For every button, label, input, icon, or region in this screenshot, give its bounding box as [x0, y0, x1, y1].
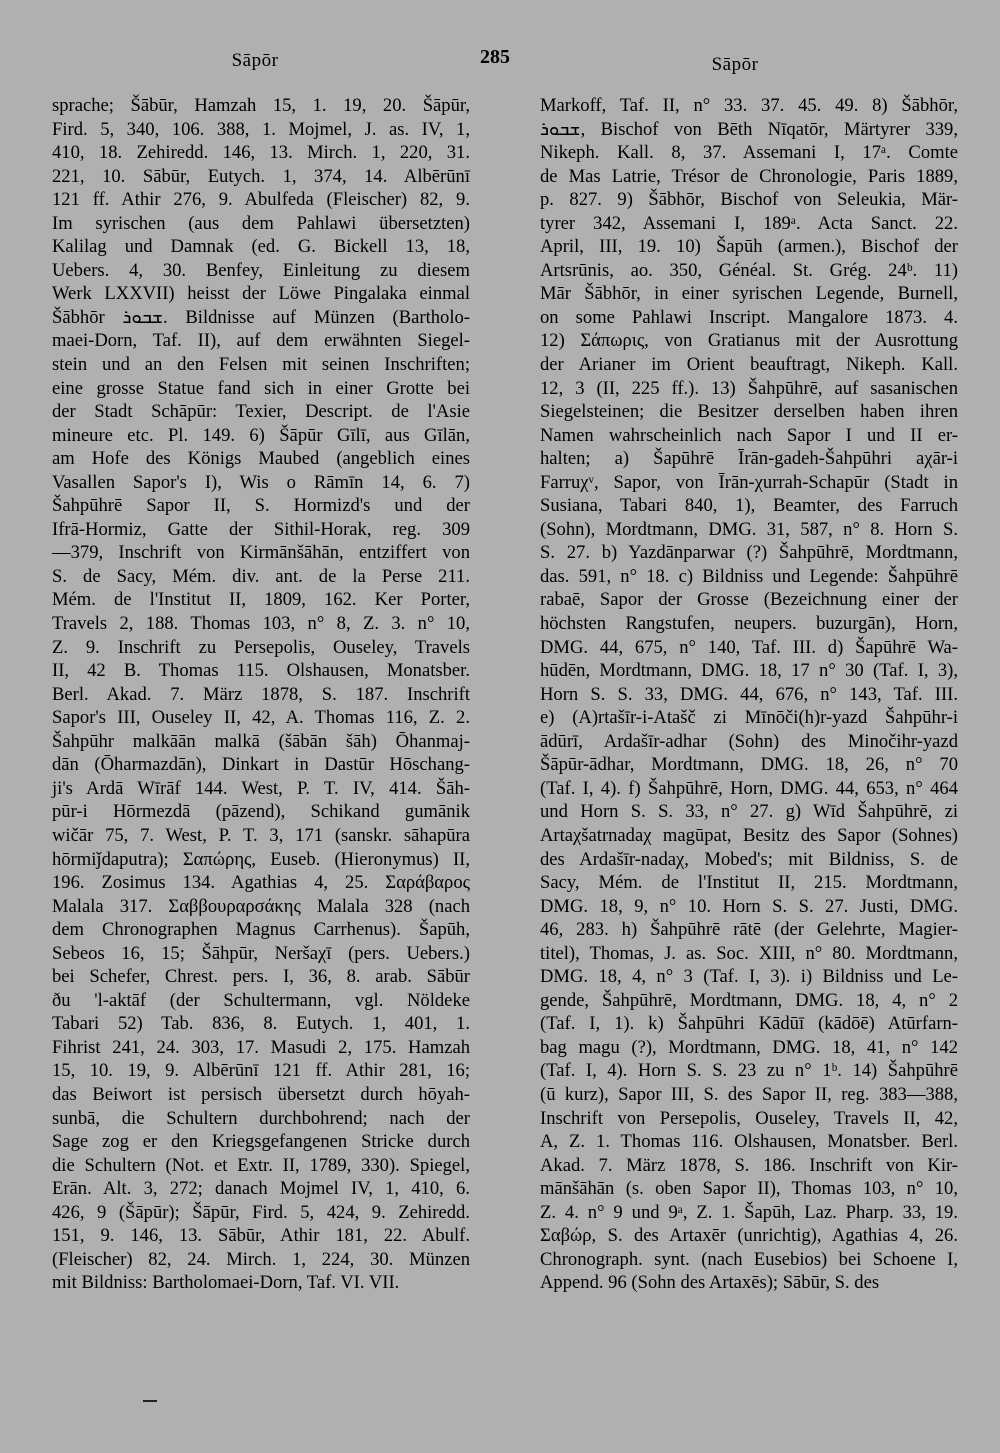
left-column-line: wičār 75, 7. West, P. T. 3, 171 (sanskr. sāhapūra: [52, 824, 470, 846]
right-column-line: Z. 4. n° 9 und 9ᵃ, Z. 1. Šapūh, Laz. Pharp. 33, 19.: [540, 1201, 958, 1223]
left-column-line: Im syrischen (aus dem Pahlawi übersetzten): [52, 212, 470, 234]
right-column-line: rabaē, Sapor der Grosse (Bezeichnung einer der: [540, 589, 958, 611]
left-column-line: Malala 317. Σαββουραρσάκης Malala 328 (nach: [52, 895, 470, 917]
left-column-line: 121 ff. Athir 276, 9. Abulfeda (Fleischer) 82, 9.: [52, 189, 470, 211]
right-text-column: [540, 94, 958, 1295]
left-column-line: Werk LXXVII) heisst der Löwe Pingalaka einmal: [52, 283, 470, 305]
right-column-line: DMG. 44, 675, n° 140, Taf. III. d) Šapūhrē Wa-: [540, 636, 958, 658]
right-column-line: DMG. 18, 4, n° 3 (Taf. I, 3). i) Bildniss und Le-: [540, 966, 958, 988]
left-column-line: pūr-i Hōrmezdā (pāzend), Schikand gumānik: [52, 801, 470, 823]
right-column-line: halten; a) Šapūhrē Īrān-gadeh-Šahpūhri aχār-i: [540, 448, 958, 470]
right-column-line: bag magu (?), Mordtmann, DMG. 18, 41, n° 142: [540, 1036, 958, 1058]
right-column-line: Inschrift von Persepolis, Ouseley, Travels II, 42,: [540, 1107, 958, 1129]
right-column-line: de Mas Latrie, Trésor de Chronologie, Paris 1889,: [540, 165, 958, 187]
left-column-line: maei-Dorn, Taf. II), auf dem erwähnten Siegel-: [52, 330, 470, 352]
left-column-line: Vasallen Sapor's I), Wis o Rāmīn 14, 6. 7): [52, 471, 470, 493]
left-column-line: Berl. Akad. 7. März 1878, S. 187. Inschrift: [52, 683, 470, 705]
left-column-line: am Hofe des Königs Maubed (angeblich eines: [52, 448, 470, 470]
left-column-line: der Stadt Schāpūr: Texier, Descript. de l'Asie: [52, 401, 470, 423]
right-column-line: Σαβώρ, S. des Artaxēr (unrichtig), Agathias 4, 26.: [540, 1225, 958, 1247]
left-column-line: —379, Inschrift von Kirmānšāhān, entziffert von: [52, 542, 470, 564]
right-column-line: (ū kurz), Sapor III, S. des Sapor II, reg. 383—388,: [540, 1083, 958, 1105]
right-column-line: und Horn S. S. 33, n° 27. g) Wīd Šahpūhrē, zi: [540, 801, 958, 823]
left-column-line: (Fleischer) 82, 24. Mirch. 1, 224, 30. Münzen: [52, 1248, 470, 1270]
header-left-title: Sāpōr: [231, 50, 279, 71]
right-column-line: (Taf. I, 4). Horn S. S. 23 zu n° 1ᵇ. 14) Šahpūhrē: [540, 1060, 958, 1082]
left-column-line: 196. Zosimus 134. Agathias 4, 25. Σαράβαρος: [52, 872, 470, 894]
right-column-line: Markoff, Taf. II, n° 33. 37. 45. 49. 8) Šābhōr,: [540, 95, 958, 116]
left-column-line: eine grosse Statue fand sich in einer Grotte bei: [52, 377, 470, 399]
right-column-line: DMG. 18, 9, n° 10. Horn S. S. 27. Justi, DMG.: [540, 895, 958, 917]
right-column-line: ādūrī, Ardašīr-adhar (Sohn) des Minočihr-yazd: [540, 730, 958, 752]
left-column-line: Kalilag und Damnak (ed. G. Bickell 13, 18,: [52, 236, 470, 258]
left-column-line: 151, 9. 146, 13. Sābūr, Athir 181, 22. Abulf.: [52, 1225, 470, 1247]
header-right-title: Sāpōr: [711, 54, 759, 75]
left-column-line: Sapor's III, Ouseley II, 42, A. Thomas 116, Z. 2.: [52, 707, 470, 729]
right-column-line: (Taf. I, 1). k) Šahpūhri Kādūī (kādōē) Atūrfarn-: [540, 1013, 958, 1035]
right-column-line: (Sohn), Mordtmann, DMG. 31, 587, n° 8. Horn S.: [540, 518, 958, 540]
right-column-line: ܫܒܘܪ, Bischof von Bēth Nīqatōr, Märtyrer 339,: [540, 118, 958, 140]
right-column-line: Nikeph. Kall. 8, 37. Assemani I, 17ᵃ. Comte: [540, 142, 958, 164]
left-column-line: die Schultern (Not. et Extr. II, 1789, 330). Spiegel,: [52, 1154, 470, 1176]
right-column-line: 46, 283. h) Šahpūhrē rātē (der Gelehrte, Magier-: [540, 919, 958, 941]
right-column-line: Artaχšatrnadaχ magūpat, Besitz des Sapor (Sohnes): [540, 824, 958, 846]
left-column-line: stein und an den Felsen mit seinen Inschriften;: [52, 354, 470, 376]
left-column-line: bei Schefer, Chrest. pers. I, 36, 8. arab. Sābūr: [52, 966, 470, 988]
right-column-line: April, III, 19. 10) Šapūh (armen.), Bischof der: [540, 236, 958, 258]
left-column-line: S. de Sacy, Mém. div. ant. de la Perse 211.: [52, 565, 470, 587]
left-column-line: dān (Ōharmazdān), Dinkart in Dastūr Hōschang-: [52, 754, 470, 776]
left-column-line: Fird. 5, 340, 106. 388, 1. Mojmel, J. as. IV, 1,: [52, 118, 470, 140]
right-column-line: der Arianer im Orient beauftragt, Nikeph. Kall.: [540, 354, 958, 376]
left-column-line: mit Bildniss: Bartholomaei-Dorn, Taf. VI. VII.: [52, 1272, 400, 1294]
left-column-line: Sebeos 16, 15; Šāhpūr, Neršaχī (pers. Uebers.): [52, 942, 470, 964]
right-column-line: (Taf. I, 4). f) Šahpūhrē, Horn, DMG. 44, 653, n° 464: [540, 777, 958, 799]
left-column-line: ji's Ardā Wīrāf 144. West, P. T. IV, 414. Šāh-: [52, 777, 470, 799]
left-column-line: 221, 10. Sābūr, Eutych. 1, 374, 14. Albērūnī: [52, 165, 470, 187]
left-column-line: Šābhōr ܫܒܘܪ. Bildnisse auf Münzen (Bartholo-: [52, 306, 470, 328]
right-column-line: Sacy, Mém. de l'Institut II, 215. Mordtmann,: [540, 872, 958, 894]
left-text-column: [52, 94, 470, 1295]
right-column-line: Siegelsteinen; die Besitzer derselben haben ihren: [540, 401, 958, 423]
left-column-line: Šahpūhrē Sapor II, S. Hormizd's und der: [52, 495, 470, 517]
right-column-line: e) (A)rtašīr-i-Atašč zi Mīnōči(h)r-yazd Šahpūhr-i: [540, 707, 958, 729]
right-column-line: Akad. 7. März 1878, S. 186. Inschrift von Kir-: [540, 1154, 958, 1176]
right-column-line: Susiana, Tabari 840, 1), Beamter, des Farruch: [540, 495, 958, 517]
right-column-line: 12, 3 (II, 225 ff.). 13) Šahpūhrē, auf sasanischen: [540, 377, 958, 399]
left-column-line: das Beiwort ist persisch übersetzt durch hōyah-: [52, 1083, 470, 1105]
right-column-line: mānšāhān (s. oben Sapor II), Thomas 103, n° 10,: [540, 1178, 958, 1200]
left-column-line: Uebers. 4, 30. Benfey, Einleitung zu diesem: [52, 259, 470, 281]
left-column-line: sprache; Šābūr, Hamzah 15, 1. 19, 20. Šāpūr,: [52, 95, 470, 116]
left-column-line: Sage zog er den Kriegsgefangenen Stricke durch: [52, 1131, 470, 1153]
left-column-line: 426, 9 (Šāpūr); Šāpūr, Fird. 5, 424, 9. Zehiredd.: [52, 1201, 470, 1223]
left-column-line: II, 42 B. Thomas 115. Olshausen, Monatsber.: [52, 660, 470, 682]
right-column-line: Artsrūnis, ao. 350, Généal. St. Grég. 24ᵇ. 11): [540, 259, 958, 281]
right-column-line: des Ardašīr-nadaχ, Mobed's; mit Bildniss, S. de: [540, 848, 958, 870]
right-column-line: S. 27. b) Yazdānparwar (?) Šahpūhrē, Mordtmann,: [540, 542, 958, 564]
right-column-line: A, Z. 1. Thomas 116. Olshausen, Monatsber. Berl.: [540, 1131, 958, 1153]
left-column-line: Ifrā-Hormiz, Gatte der Sithil-Horak, reg. 309: [52, 518, 470, 540]
left-column-line: Erān. Alt. 3, 272; danach Mojmel IV, 1, 410, 6.: [52, 1178, 470, 1200]
right-column-line: titel), Thomas, J. as. Soc. XIII, n° 80. Mordtmann,: [540, 942, 958, 964]
left-column-line: hōrmiǰdaputra); Σαπώρης, Euseb. (Hieronymus) II,: [52, 848, 470, 870]
right-column-line: Mār Šābhōr, in einer syrischen Legende, Burnell,: [540, 283, 958, 305]
right-column-line: tyrer 342, Assemani I, 189ᵃ. Acta Sanct. 22.: [540, 212, 958, 234]
footer-dash-mark: [143, 1400, 157, 1402]
right-column-line: Šāpūr-ādhar, Mordtmann, DMG. 18, 26, n° 70: [540, 754, 958, 776]
right-column-line: Chronograph. synt. (nach Eusebios) bei Schoene I,: [540, 1248, 958, 1270]
right-column-line: gende, Šahpūhrē, Mordtmann, DMG. 18, 4, n° 2: [540, 989, 958, 1011]
right-column-line: p. 827. 9) Šābhōr, Bischof von Seleukia, Mär-: [540, 189, 958, 211]
right-column-line: das. 591, n° 18. c) Bildniss und Legende: Šahpūhrē: [540, 565, 958, 587]
left-column-line: dem Chronographen Magnus Carrhenus). Šapūh,: [52, 919, 470, 941]
running-header: [0, 46, 1000, 80]
left-column-line: Šahpūhr malkāān malkā (šābān šāh) Ōhanmaj-: [52, 730, 470, 752]
left-column-line: Mém. de l'Institut II, 1809, 162. Ker Porter,: [52, 589, 470, 611]
right-column-line: Horn S. S. 33, DMG. 44, 676, n° 143, Taf. III.: [540, 683, 958, 705]
left-column-line: Tabari 52) Tab. 836, 8. Eutych. 1, 401, 1.: [52, 1013, 470, 1035]
left-column-line: ðu 'l-aktāf (der Schultermann, vgl. Nöldeke: [52, 989, 470, 1011]
right-column-line: Append. 96 (Sohn des Artaxēs); Sābūr, S. des: [540, 1272, 880, 1294]
right-column-line: höchsten Rangstufen, neupers. buzurgān), Horn,: [540, 613, 958, 635]
left-column-line: 410, 18. Zehiredd. 146, 13. Mirch. 1, 220, 31.: [52, 142, 470, 164]
right-column-line: on some Pahlawi Inscript. Mangalore 1873. 4.: [540, 306, 958, 328]
left-column-line: Travels 2, 188. Thomas 103, n° 8, Z. 3. n° 10,: [52, 613, 470, 635]
right-column-line: 12) Σάπωρις, von Gratianus mit der Ausrottung: [540, 330, 958, 352]
left-column-line: sunbā, die Schultern durchbohrend; nach der: [52, 1107, 470, 1129]
left-column-line: 15, 10. 19, 9. Albērūnī 121 ff. Athir 281, 16;: [52, 1060, 470, 1082]
right-column-line: Namen wahrscheinlich nach Sapor I und II er-: [540, 424, 958, 446]
left-column-line: Z. 9. Inschrift zu Persepolis, Ouseley, Travels: [52, 636, 470, 658]
right-column-line: Farruχᵛ, Sapor, von Īrān-χurrah-Schapūr (Stadt in: [540, 471, 958, 493]
left-column-line: Fihrist 241, 24. 303, 17. Masudi 2, 175. Hamzah: [52, 1036, 470, 1058]
right-column-line: hūdēn, Mordtmann, DMG. 18, 17 n° 30 (Taf. I, 3),: [540, 660, 958, 682]
left-column-line: mineure etc. Pl. 149. 6) Šāpūr Gīlī, aus Gīlān,: [52, 424, 470, 446]
page-number: 285: [480, 46, 510, 68]
